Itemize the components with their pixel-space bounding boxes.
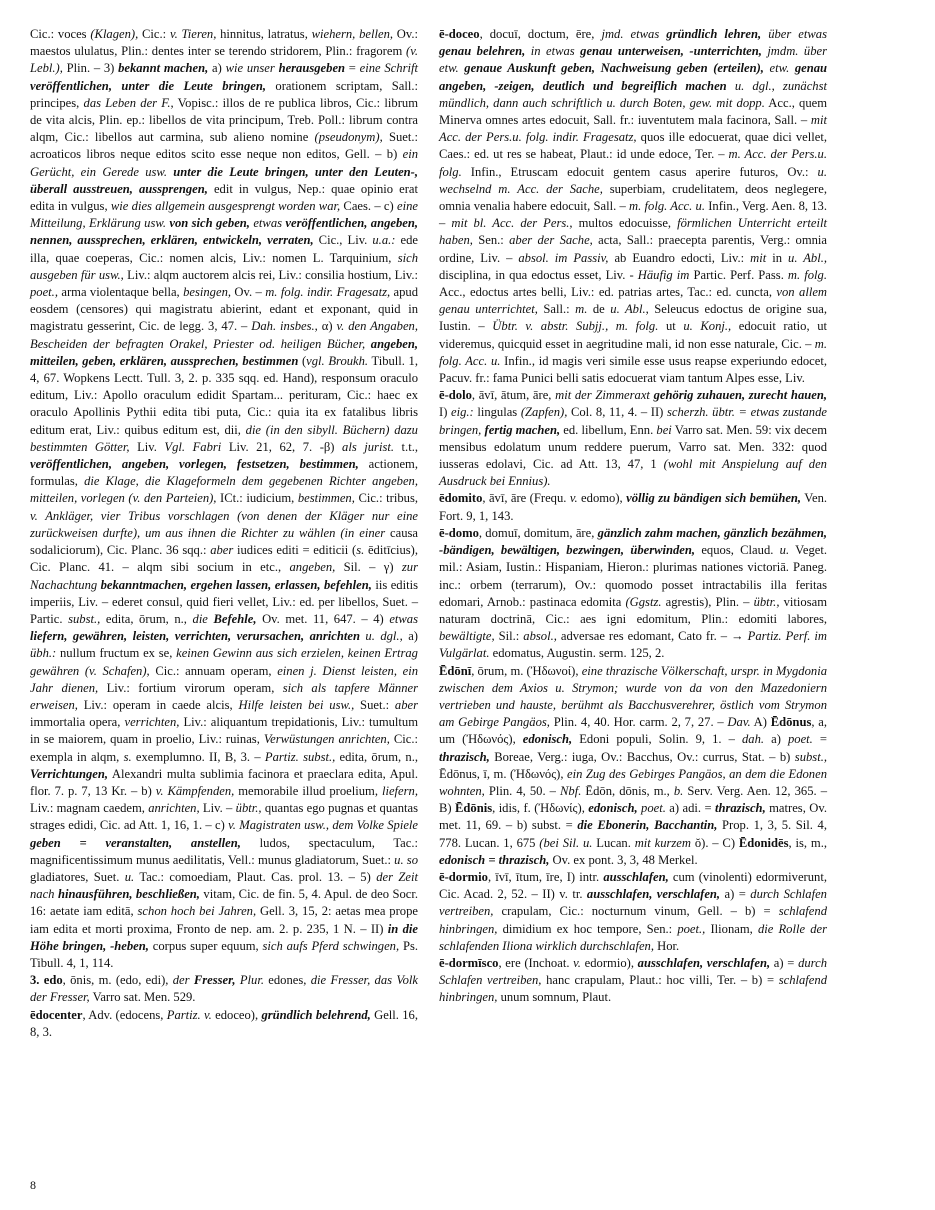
entry-edolo: ē-dolo, āvī, ātum, āre, mit der Zimmeraxt gehörig zuhauen, zurecht hauen, I) eig.: lingulas (Zapfen), Col. 8, 11, 4. – II) scherzh. übtr. = etwas zustande bringen, fertig machen, ed. libellum, Enn. bei Varro sat. Men. 59: vix decem mensibus edolatum unum reddere puerum, Varro sat. Men. 332: quod iusseras edolavi, Cic. ad Att. 13, 47, 1 (wohl mit Anspielung auf den Ausdruck bei Ennius). — [439, 388, 828, 489]
entry-edo-continuation: Cic.: voces (Klagen), Cic.: v. Tieren, hinnitus, latratus, wiehern, bellen, Ov.: maestos ululatus, Plin.: dentes inter se terendo stridorem, Plin.: fragorem (v. Lebl.), Plin. – 3) bekannt machen, a) wie unser herausgeben = eine Schrift veröffentlichen, unter die Leute bringen, orationem scriptam, Sall.: principes, das Leben der F., Vopisc.: illos de re publica libros, Cic.: librum de vita alcis, Plin. ep.: libellos de vita principum, Treb. Poll.: librum contra alqm, Cic.: libellos aut carmina, sub alieno nomine (pseudonym), Suet.: acroaticos libros neque editos scito esse neque non editos, Gell. – b) ein Gerücht, ein Gerede usw. unter die Leute bringen, unter den Leuten-, überall ausstreuen, aussprengen, edit in vulgus, Nep.: quae opinio erat edita in vulgus, wie dies allgemein ausgesprengt worden war, Caes. – c) eine Mitteilung, Erklärung usw. von sich geben, etwas veröffentlichen, angeben, nennen, aussprechen, erklären, entwickeln, verraten, Cic., Liv. u.a.: ede illa, quae coeperas, Cic.: nomen alcis, Liv.: nomen L. Tarquinium, sich ausgeben für usw., Liv.: alqm auctorem alcis rei, Liv.: consilia hostium, Liv.: poet., arma violentaque bella, besingen, Ov. – m. folg. indir. Fragesatz, apud eosdem (censores) qui magistratu abierint, edant et exponant, quid in magistratu gesserint, Cic. de legg. 3, 47. – Dah. insbes., α) v. den Angaben, Bescheiden der befragten Orakel, Priester od. heiligen Bücher, angeben, mitteilen, geben, erklären, aussprechen, bestimmen (vgl. Broukh. Tibull. 1, 4, 67. Wopkens Lectt. Tull. 3, 2. p. 335 sqq. ed. Hand), responsum oraculo editum, Liv.: Apollo oraculum edidit Spartam... perituram, Cic.: haec ex oraculo Apollinis Pythii edita tibi puta, Cic.: quia ita ex fatalibus libris editum erat, Liv.: quibus editum est, dii, die (in den sibyll. Büchern) dazu bestimmten Götter, Liv. Vgl. Fabri Liv. 21, 62, 7. -β) als jurist. t.t., veröffentlichen, angeben, vorlegen, festsetzen, bestimmen, actionem, formulas, die Klage, die Klageformeln dem gegebenen Richter angeben, mitteilen, vorlegen (v. den Parteien), ICt.: iudicium, bestimmen, Cic.: tribus, v. Ankläger, vier Tribus vorschlagen (von denen der Kläger nur eine zurückweisen durfte), um aus ihnen die Richter zu wählen (in einer causa sodaliciorum), Cic. Planc. 36 sqq.: aber iudices editi = editicii (s. ēditīcius), Cic. Planc. 41. – alqm sibi socium in etc., angeben, Sil. – γ) zur Nachachtung bekanntmachen, ergehen lassen, erlassen, befehlen, iis editis imperiis, Liv. – ederet consul, quid fieri vellet, Liv.: ed. per libellos, Suet. – Partic. subst., edita, ōrum, n., die Befehle, Ov. met. 11, 647. – 4) etwas liefern, gewähren, leisten, verrichten, verursachen, anrichten u. dgl., a) übh.: nullum fructum ex se, keinen Gewinn aus sich erzielen, keinen Ertrag gewähren (v. Schafen), Cic.: annuam operam, einen j. Dienst leisten, ein Jahr dienen, Liv.: fortium virorum operam, sich als tapfere Männer erweisen, Liv.: operam in caede alcis, Hilfe leisten bei usw., Suet.: aber immortalia opera, verrichten, Liv.: aliquantum trepidationis, Liv.: tumultum in se maiorem, quam in proelio, Liv.: ruinas, Verwüstungen anrichten, Cic.: exempla in alqm, s. exemplumno. II, B, 3. – Partiz. subst., edita, ōrum, n., Verrichtungen, Alexandri multa sublimia facinora et praeclara edita, Apul. flor. 7. p. 7, 13 Kr. – b) v. Kämpfenden, memorabile illud proelium, liefern, Liv.: magnam caedem, anrichten, Liv. – übtr., quantas ego pugnas et quantas strages edidi, Cic. ad Att. 1, 16, 1. – c) v. Magistraten usw., dem Volke Spiele geben = veranstalten, anstellen, ludos, spectaculum, Tac.: magnificentissimum munus aedilitatis, Vell.: munus gladiatorum, Suet.: u. so gladiatores, Suet. u. Tac.: comoediam, Plaut. Cas. prol. 13. – 5) der Zeit nach hinausführen, beschließen, vitam, Cic. de fin. 5, 4. Apul. de deo Socr. 16: aetate iam editā, schon hoch bei Jahren, Gell. 3, 15, 2: aetas mea prope iam edita et morti proxima, Fronto de nep. am. 2. p. 235, 1 N. – II) in die Höhe bringen, -heben, corpus super equum, sich aufs Pferd schwingen, Ps. Tibull. 4, 1, 114. — [30, 27, 419, 970]
page-number: 8 — [30, 1178, 36, 1192]
left-column — [30, 26, 418, 1041]
entry-edormio: ē-dormio, īvī, ītum, īre, I) intr. ausschlafen, cum (vinolenti) edormiverunt, Cic. Acad. 2, 52. – II) v. tr. ausschlafen, verschlafen, a) = durch Schlafen vertreiben, crapulam, Cic.: nocturnum vinum, Gell. – b) = schlafend hinbringen, dimidium ex hoc tempore, Sen.: poet., Ilionam, die Rolle der schlafenden Iliona wirklich durchschlafen, Hor. — [439, 869, 827, 953]
entry-edomo: ē-domo, domuī, domitum, āre, gänzlich zahm machen, gänzlich bezähmen, -bändigen, bewältigen, bezwingen, überwinden, equos, Claud. u. Veget. mil.: Asiam, Iustin.: Hispaniam, Hieron.: plurimas nationes victoriā. Paneg. inc.: orbem (terrarum), Ov.: quomodo posset intractabilis illa feritas edomari, Arnob.: pastinaca edomita (Ggstz. agrestis), Plin. – übtr., vitiosam naturam doctrinā, Cic.: aes igni edomitum, Plin.: edomiti labores, bewältigte, Sil.: absol., adversae res edomant, Cato fr. – → Partiz. Perf. im Vulgärlat. edomatus, Augustin. serm. 125, 2. — [439, 525, 828, 661]
entry-edomito: ēdomito, āvī, āre (Frequ. v. edomo), völlig zu bändigen sich bemühen, Ven. Fort. 9, 1, 143. — [439, 491, 828, 523]
entry-edormisco: ē-dormīsco, ere (Inchoat. v. edormio), ausschlafen, verschlafen, a) = durch Schlafen vertreiben, hanc crapulam, Plaut.: hoc villi, Ter. – b) = schlafend hinbringen, unum somnum, Plaut. — [439, 955, 827, 1005]
entry-edo-3: 3. edo, ōnis, m. (edo, edi), der Fresser, Plur. edones, die Fresser, das Volk der Fresser, Varro sat. Men. 529. — [30, 973, 419, 1005]
entry-edoceo: ē-doceo, docuī, doctum, ēre, jmd. etwas gründlich lehren, über etwas genau belehren, in etwas genau unterweisen, -unterrichten, jmdm. über etw. genaue Auskunft geben, Nachweisung geben (erteilen), etw. genau angeben, -zeigen, deutlich und begreiflich machen u. dgl., zunächst mündlich, dann auch schriftlich u. durch Boten, gew. mit dopp. Acc., quem Minerva omnes artes edocuit, Sall. fr.: iuventutem mala facinora, Sall. – mit Acc. der Pers.u. folg. indir. Fragesatz, quos ille edocuerat, quae dici vellet, Caes.: ed. ut res se habeat, Plaut.: id unde edoce, Ter. – m. Acc. der Pers.u. folg. Infin., Etruscam edocuit gentem casus aperire futuros, Ov.: u. wechselnd m. Acc. der Sache, superbiam, crudelitatem, deos neglegere, omnia venalia habere edocuit, Sall. – m. folg. Acc. u. Infin., Verg. Aen. 8, 13. – mit bl. Acc. der Pers., multos edocuisse, förmlichen Unterricht erteilt haben, Sen.: aber der Sache, acta, Sall.: praecepta parentis, Verg.: omnia ordine, Liv. – absol. im Passiv, ab Euandro edocti, Liv.: mit in u. Abl., disciplina, in qua edoctus esset, Liv. - Häufig im Partic. Perf. Pass. m. folg. Acc., edoctus artes belli, Liv.: ed. patrias artes, Tac.: ed. cuncta, von allem genau unterrichtet, Sall.: m. de u. Abl., Seleucus edoctus de origine sua, Iustin. – Übtr. v. abstr. Subjj., m. folg. ut u. Konj., edocuit ratio, ut videremus, quicquid esset in aegritudine mali, id non esse naturale, Cic. – m. folg. Acc. u. Infin., id magis veri simile esse usus reapse experiundo edocet, Pacuv. fr.: fama Punici belli satis edocuerat viam tantum Alpes esse, Liv. — [439, 27, 828, 386]
right-column — [439, 26, 827, 1007]
entry-edocenter: ēdocenter, Adv. (edocens, Partiz. v. edoceo), gründlich belehrend, Gell. 16, 8, 3. — [30, 1007, 418, 1039]
entry-edoni: Ēdōnī, ōrum, m. (Ἠδωνοί), eine thrazische Völkerschaft, urspr. in Mygdonia zwischen dem Axios u. Strymon; wurde von da von den Mazedoniern vertrieben und hauste, berühmt als Bacchusverehrer, östlich vom Strymon am Gebirge Pangäos, Plin. 4, 40. Hor. carm. 2, 7, 27. – Dav. A) Ēdōnus, a, um (Ἠδωνός), edonisch, Edoni populi, Solin. 9, 1. – dah. a) poet. = thrazisch, Boreae, Verg.: iuga, Ov.: Bacchus, Ov.: currus, Stat. – b) subst., Ēdōnus, ī, m. (Ἠδωνός), ein Zug des Gebirges Pangäos, an dem die Edonen wohnten, Plin. 4, 50. – Nbf. Ēdōn, dōnis, m., b. Serv. Verg. Aen. 12, 365. – B) Ēdōnis, idis, f. (Ἠδωνίς), edonisch, poet. a) adi. = thrazisch, matres, Ov. met. 11, 69. – b) subst. = die Ebonerin, Bacchantin, Prop. 1, 3, 5. Sil. 4, 778. Lucan. 1, 675 (bei Sil. u. Lucan. mit kurzem ŏ). – C) Ēdonidēs, is, m., edonisch = thrazisch, Ov. ex pont. 3, 3, 48 Merkel. — [439, 663, 828, 867]
